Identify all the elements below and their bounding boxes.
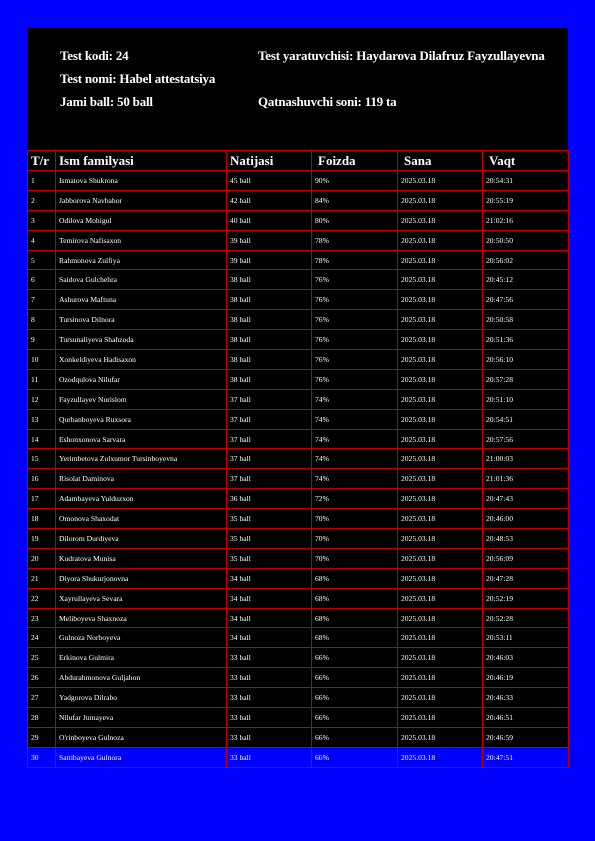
column-header-name: Ism familyasi [56,151,227,171]
result-score: 33 ball [227,688,312,708]
participant-name: Tursunaliyeva Shahzoda [56,330,227,350]
result-time: 20:46:03 [483,648,569,668]
participant-name: Fayzullayev Nurislom [56,389,227,409]
result-time: 20:47:51 [483,747,569,767]
table-row [28,469,569,489]
result-date: 2025.03.18 [398,588,483,608]
result-percent: 90% [312,171,398,191]
result-date: 2025.03.18 [398,250,483,270]
result-time: 20:55:19 [483,190,569,210]
table-row [28,608,569,628]
table-row [28,489,569,509]
results-sheet [27,28,568,767]
result-time: 21:00:03 [483,449,569,469]
result-percent: 66% [312,688,398,708]
participant-name: Eshonxonova Sarvara [56,429,227,449]
participant-name: Risolat Daminova [56,469,227,489]
result-date: 2025.03.18 [398,529,483,549]
participant-name: Yerimbetova Zulxumor Tursinboyevna [56,449,227,469]
result-score: 38 ball [227,270,312,290]
row-number: 7 [28,290,56,310]
table-row [28,747,569,767]
result-time: 20:46:19 [483,668,569,688]
result-percent: 66% [312,747,398,767]
table-row [28,210,569,230]
row-number: 12 [28,389,56,409]
participant-name: Gulnoza Norboyeva [56,628,227,648]
table-row [28,350,569,370]
result-percent: 76% [312,350,398,370]
table-row [28,429,569,449]
result-time: 20:51:10 [483,389,569,409]
row-number: 27 [28,688,56,708]
result-score: 37 ball [227,389,312,409]
participant-name: Sattibayeva Gulnora [56,747,227,767]
result-score: 39 ball [227,250,312,270]
result-date: 2025.03.18 [398,190,483,210]
result-percent: 80% [312,210,398,230]
participant-name: Omonova Shaxodat [56,509,227,529]
table-row [28,449,569,469]
result-score: 33 ball [227,648,312,668]
participant-name: Adambayeva Yulduzxon [56,489,227,509]
row-number: 17 [28,489,56,509]
result-date: 2025.03.18 [398,608,483,628]
result-percent: 68% [312,608,398,628]
participant-name: Dilorom Durdiyeva [56,529,227,549]
result-date: 2025.03.18 [398,747,483,767]
result-score: 34 ball [227,588,312,608]
result-score: 34 ball [227,568,312,588]
row-number: 10 [28,350,56,370]
result-time: 20:50:58 [483,310,569,330]
participant-name: Odilova Mohigul [56,210,227,230]
results-table [27,150,569,768]
result-percent: 84% [312,190,398,210]
participant-name: Rahmonova Zulfiya [56,250,227,270]
result-percent: 76% [312,270,398,290]
result-time: 20:47:28 [483,568,569,588]
table-row [28,648,569,668]
result-date: 2025.03.18 [398,310,483,330]
result-score: 45 ball [227,171,312,191]
row-number: 16 [28,469,56,489]
result-score: 42 ball [227,190,312,210]
result-score: 38 ball [227,290,312,310]
result-date: 2025.03.18 [398,688,483,708]
result-percent: 76% [312,369,398,389]
result-time: 20:47:56 [483,290,569,310]
result-score: 38 ball [227,350,312,370]
result-percent: 78% [312,230,398,250]
table-row [28,628,569,648]
result-score: 34 ball [227,608,312,628]
total-score: Jami ball: 50 ball [60,94,153,109]
result-score: 37 ball [227,449,312,469]
result-time: 20:56:10 [483,350,569,370]
result-percent: 72% [312,489,398,509]
participant-name: Temirova Nafisaxon [56,230,227,250]
result-time: 20:46:51 [483,708,569,728]
result-percent: 74% [312,469,398,489]
result-date: 2025.03.18 [398,548,483,568]
participant-name: Xonkeldiyeva Hadisaxon [56,350,227,370]
result-percent: 74% [312,409,398,429]
result-date: 2025.03.18 [398,171,483,191]
table-header-row [28,151,569,171]
row-number: 25 [28,648,56,668]
table-row [28,290,569,310]
result-score: 35 ball [227,548,312,568]
result-date: 2025.03.18 [398,429,483,449]
table-row [28,330,569,350]
results-table-body [28,171,569,768]
result-time: 20:57:56 [483,429,569,449]
result-time: 20:46:59 [483,727,569,747]
table-row [28,171,569,191]
row-number: 19 [28,529,56,549]
result-time: 21:02:16 [483,210,569,230]
table-row [28,548,569,568]
result-score: 33 ball [227,668,312,688]
table-row [28,529,569,549]
result-time: 20:51:36 [483,330,569,350]
result-date: 2025.03.18 [398,230,483,250]
result-score: 33 ball [227,727,312,747]
result-percent: 76% [312,330,398,350]
result-score: 38 ball [227,369,312,389]
column-header-result: Natijasi [227,151,312,171]
table-row [28,230,569,250]
participant-name: Tursinova Dilnora [56,310,227,330]
result-percent: 66% [312,668,398,688]
result-time: 20:46:00 [483,509,569,529]
row-number: 22 [28,588,56,608]
table-row [28,250,569,270]
result-time: 20:57:28 [483,369,569,389]
result-date: 2025.03.18 [398,668,483,688]
participant-name: Jabborova Navbahor [56,190,227,210]
row-number: 5 [28,250,56,270]
participant-name: Yadgorova Dilrabo [56,688,227,708]
result-percent: 76% [312,310,398,330]
row-number: 23 [28,608,56,628]
result-date: 2025.03.18 [398,389,483,409]
result-time: 20:53:11 [483,628,569,648]
result-percent: 68% [312,588,398,608]
participant-name: Ismatova Shukrona [56,171,227,191]
row-number: 21 [28,568,56,588]
test-code: Test kodi: 24 [60,48,129,63]
result-percent: 74% [312,449,398,469]
result-date: 2025.03.18 [398,409,483,429]
result-date: 2025.03.18 [398,489,483,509]
table-row [28,708,569,728]
row-number: 20 [28,548,56,568]
result-date: 2025.03.18 [398,449,483,469]
result-percent: 70% [312,548,398,568]
result-time: 20:56:09 [483,548,569,568]
participant-name: O'rinboyeva Gulnoza [56,727,227,747]
result-percent: 70% [312,509,398,529]
result-score: 39 ball [227,230,312,250]
result-score: 36 ball [227,489,312,509]
result-date: 2025.03.18 [398,290,483,310]
result-date: 2025.03.18 [398,369,483,389]
result-score: 37 ball [227,429,312,449]
row-number: 13 [28,409,56,429]
row-number: 6 [28,270,56,290]
participant-count: Qatnashuvchi soni: 119 ta [258,94,397,109]
row-number: 29 [28,727,56,747]
result-score: 37 ball [227,469,312,489]
result-percent: 70% [312,529,398,549]
row-number: 24 [28,628,56,648]
result-score: 37 ball [227,409,312,429]
result-score: 33 ball [227,708,312,728]
result-time: 20:48:53 [483,529,569,549]
result-time: 20:52:28 [483,608,569,628]
table-row [28,588,569,608]
result-date: 2025.03.18 [398,210,483,230]
participant-name: Erkinova Gulmira [56,648,227,668]
result-time: 20:45:12 [483,270,569,290]
column-header-time: Vaqt [483,151,569,171]
result-time: 21:01:36 [483,469,569,489]
table-row [28,369,569,389]
test-name: Test nomi: Habel attestatsiya [60,71,216,86]
row-number: 4 [28,230,56,250]
row-number: 8 [28,310,56,330]
participant-name: Kudratova Munisa [56,548,227,568]
result-score: 40 ball [227,210,312,230]
row-number: 2 [28,190,56,210]
result-percent: 68% [312,568,398,588]
result-date: 2025.03.18 [398,628,483,648]
participant-name: Abdurahmonova Guljahon [56,668,227,688]
row-number: 15 [28,449,56,469]
result-date: 2025.03.18 [398,469,483,489]
participant-name: Xayrullayeva Sevara [56,588,227,608]
result-date: 2025.03.18 [398,568,483,588]
result-date: 2025.03.18 [398,350,483,370]
result-percent: 68% [312,628,398,648]
table-row [28,509,569,529]
row-number: 11 [28,369,56,389]
row-number: 18 [28,509,56,529]
result-date: 2025.03.18 [398,648,483,668]
column-header-date: Sana [398,151,483,171]
result-score: 38 ball [227,310,312,330]
result-score: 34 ball [227,628,312,648]
result-percent: 74% [312,429,398,449]
result-date: 2025.03.18 [398,509,483,529]
participant-name: Saidova Gulchehra [56,270,227,290]
table-row [28,270,569,290]
row-number: 3 [28,210,56,230]
row-number: 28 [28,708,56,728]
result-date: 2025.03.18 [398,708,483,728]
result-percent: 66% [312,648,398,668]
result-percent: 66% [312,708,398,728]
test-creator: Test yaratuvchisi: Haydarova Dilafruz Fayzullayevna [258,48,545,63]
test-info-header [27,28,568,150]
result-score: 35 ball [227,509,312,529]
row-number: 26 [28,668,56,688]
table-row [28,310,569,330]
row-number: 30 [28,747,56,767]
result-time: 20:50:50 [483,230,569,250]
table-row [28,409,569,429]
result-time: 20:52:19 [483,588,569,608]
column-header-percent: Foizda [312,151,398,171]
table-row [28,688,569,708]
result-time: 20:56:02 [483,250,569,270]
result-score: 33 ball [227,747,312,767]
result-percent: 74% [312,389,398,409]
result-time: 20:54:31 [483,171,569,191]
table-row [28,190,569,210]
result-percent: 76% [312,290,398,310]
participant-name: Ozodqulova Nilufar [56,369,227,389]
row-number: 14 [28,429,56,449]
table-row [28,668,569,688]
result-time: 20:46:33 [483,688,569,708]
column-header-number: T/r [28,151,56,171]
participant-name: Meliboyeva Shaxnoza [56,608,227,628]
table-row [28,389,569,409]
result-date: 2025.03.18 [398,270,483,290]
result-percent: 66% [312,727,398,747]
result-score: 38 ball [227,330,312,350]
row-number: 1 [28,171,56,191]
row-number: 9 [28,330,56,350]
participant-name: Nilufar Jumayeva [56,708,227,728]
result-score: 35 ball [227,529,312,549]
result-date: 2025.03.18 [398,330,483,350]
result-time: 20:54:51 [483,409,569,429]
participant-name: Qurbanboyeva Ruxsora [56,409,227,429]
result-time: 20:47:43 [483,489,569,509]
table-row [28,727,569,747]
participant-name: Diyora Shukurjonovna [56,568,227,588]
result-date: 2025.03.18 [398,727,483,747]
participant-name: Ashurova Maftuna [56,290,227,310]
result-percent: 78% [312,250,398,270]
table-row [28,568,569,588]
